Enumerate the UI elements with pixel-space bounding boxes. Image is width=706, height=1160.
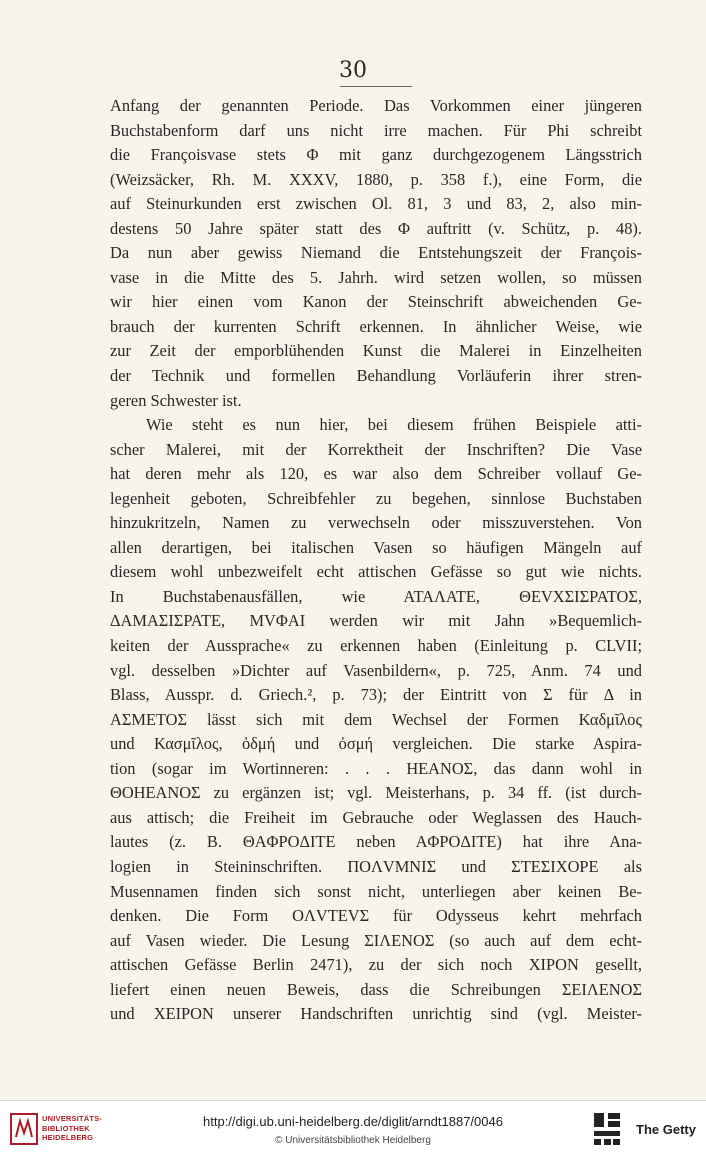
text-line: AΣMETOΣ lässt sich mit dem Wechsel der Formen Καδμῖλος [110,709,642,729]
text-line: auf Steinurkunden erst zwischen Ol. 81, 3 und 83, 2, also min- [110,194,642,214]
text-line: aus attisch; die Freiheit im Gebrauche oder Weglassen des Hauch- [110,807,642,827]
text-line: ΘOHEANOΣ zu ergänzen ist; vgl. Meisterhans, p. 34 ff. (ist durch- [110,783,642,803]
text-line: Musennamen finden sich sonst nicht, unterliegen aber keinen Be- [110,881,642,901]
text-line: geren Schwester ist. [110,390,242,410]
text-line: hat deren mehr als 120, es war also dem Schreiber vollauf Ge- [110,464,642,484]
text-line: vase in die Mitte des 5. Jahrh. wird setzen wollen, so müssen [110,267,642,287]
text-line: allen derartigen, bei italischen Vasen so häufigen Mängeln auf [110,537,642,557]
text-line: wir hier einen vom Kanon der Steinschrift abweichenden Ge- [110,292,642,312]
text-line: der Technik und formellen Behandlung Vorläuferin ihrer stren- [110,366,642,386]
text-line: Anfang der genannten Periode. Das Vorkommen einer jüngeren [110,96,642,115]
text-line: legenheit geboten, Schreibfehler zu begehen, sinnlose Buchstaben [110,488,642,508]
partner-name: The Getty [636,1122,696,1137]
page-number: 30 [339,58,367,83]
text-line: und XEIPON unserer Handschriften unrichtig sind (vgl. Meister- [110,1004,642,1024]
getty-logo-icon[interactable] [592,1111,622,1147]
text-line: logien in Steininschriften. ΠOΛVMNIΣ und ΣTEΣIXOPE als [110,856,642,876]
library-name-line: BIBLIOTHEK [42,1123,90,1133]
text-line: diesem wohl unbezweifelt echt attischen Gefässe so gut wie nichts. [110,562,642,582]
text-line: Da nun aber gewiss Niemand die Entstehungszeit der François- [110,243,642,263]
text-line: die Françoisvase stets Φ mit ganz durchgezogenem Längsstrich [110,145,642,165]
body-text [110,94,642,1027]
text-line: hinzukritzeln, Namen zu verwechseln oder misszuverstehen. Von [110,513,642,533]
viewer-footer [0,1100,706,1160]
text-line: und Κασμῖλος, ὀδμή und ὀσμή vergleichen. Die starke Aspira- [110,734,642,754]
text-line: brauch der kurrenten Schrift erkennen. In ähnlicher Weise, wie [110,316,642,336]
text-line: tion (sogar im Wortinneren: . . . HEANOΣ, das dann wohl in [110,758,642,778]
text-line: denken. Die Form OΛVTEVΣ für Odysseus kehrt mehrfach [110,906,642,926]
text-line: liefert einen neuen Beweis, dass die Schreibungen ΣEIΛENOΣ [110,979,642,999]
copyright-notice: © Universitätsbibliothek Heidelberg [275,1135,431,1146]
text-line: keiten der Aussprache« zu erkennen haben (Einleitung p. CLVII; [110,636,642,656]
text-line: In Buchstabenausfällen, wie ATAΛATE, ΘEVXΣIΣPATOΣ, [110,586,642,606]
library-name-line: UNIVERSITÄTS- [42,1114,103,1123]
permalink-url[interactable]: http://digi.ub.uni-heidelberg.de/diglit/arndt1887/0046 [203,1114,503,1129]
text-line: zur Zeit der emporblühenden Kunst die Malerei in Einzelheiten [110,341,642,361]
text-line: vgl. desselben »Dichter auf Vasenbildern«, p. 725, Anm. 74 und [110,660,642,680]
library-name-line: HEIDELBERG [42,1133,94,1142]
text-line: Buchstabenform darf uns nicht irre machen. Für Phi schreibt [110,120,642,140]
page-number-rule [340,86,412,87]
text-line: attischen Gefässe Berlin 2471), zu der sich noch XIPON gesellt, [110,955,642,975]
text-line: Wie steht es nun hier, bei diesem frühen Beispiele atti- [146,415,642,435]
text-line: Blass, Ausspr. d. Griech.², p. 73); der Eintritt von Σ für Δ in [110,685,642,705]
text-line: ΔAMAΣIΣPATE, MVΦAI werden wir mit Jahn »Bequemlich- [110,611,642,631]
text-line: lautes (z. B. ΘAΦPOΔITE neben AΦPOΔITE) hat ihre Ana- [110,832,642,852]
text-line: scher Malerei, mit der Korrektheit der Inschriften? Die Vase [110,439,642,459]
text-line: destens 50 Jahre später statt des Φ auftritt (v. Schütz, p. 48). [110,218,642,238]
text-line: (Weizsäcker, Rh. M. XXXV, 1880, p. 358 f.), eine Form, die [110,169,642,189]
text-line: auf Vasen wieder. Die Lesung ΣIΛENOΣ (so auch auf dem echt- [110,930,642,950]
